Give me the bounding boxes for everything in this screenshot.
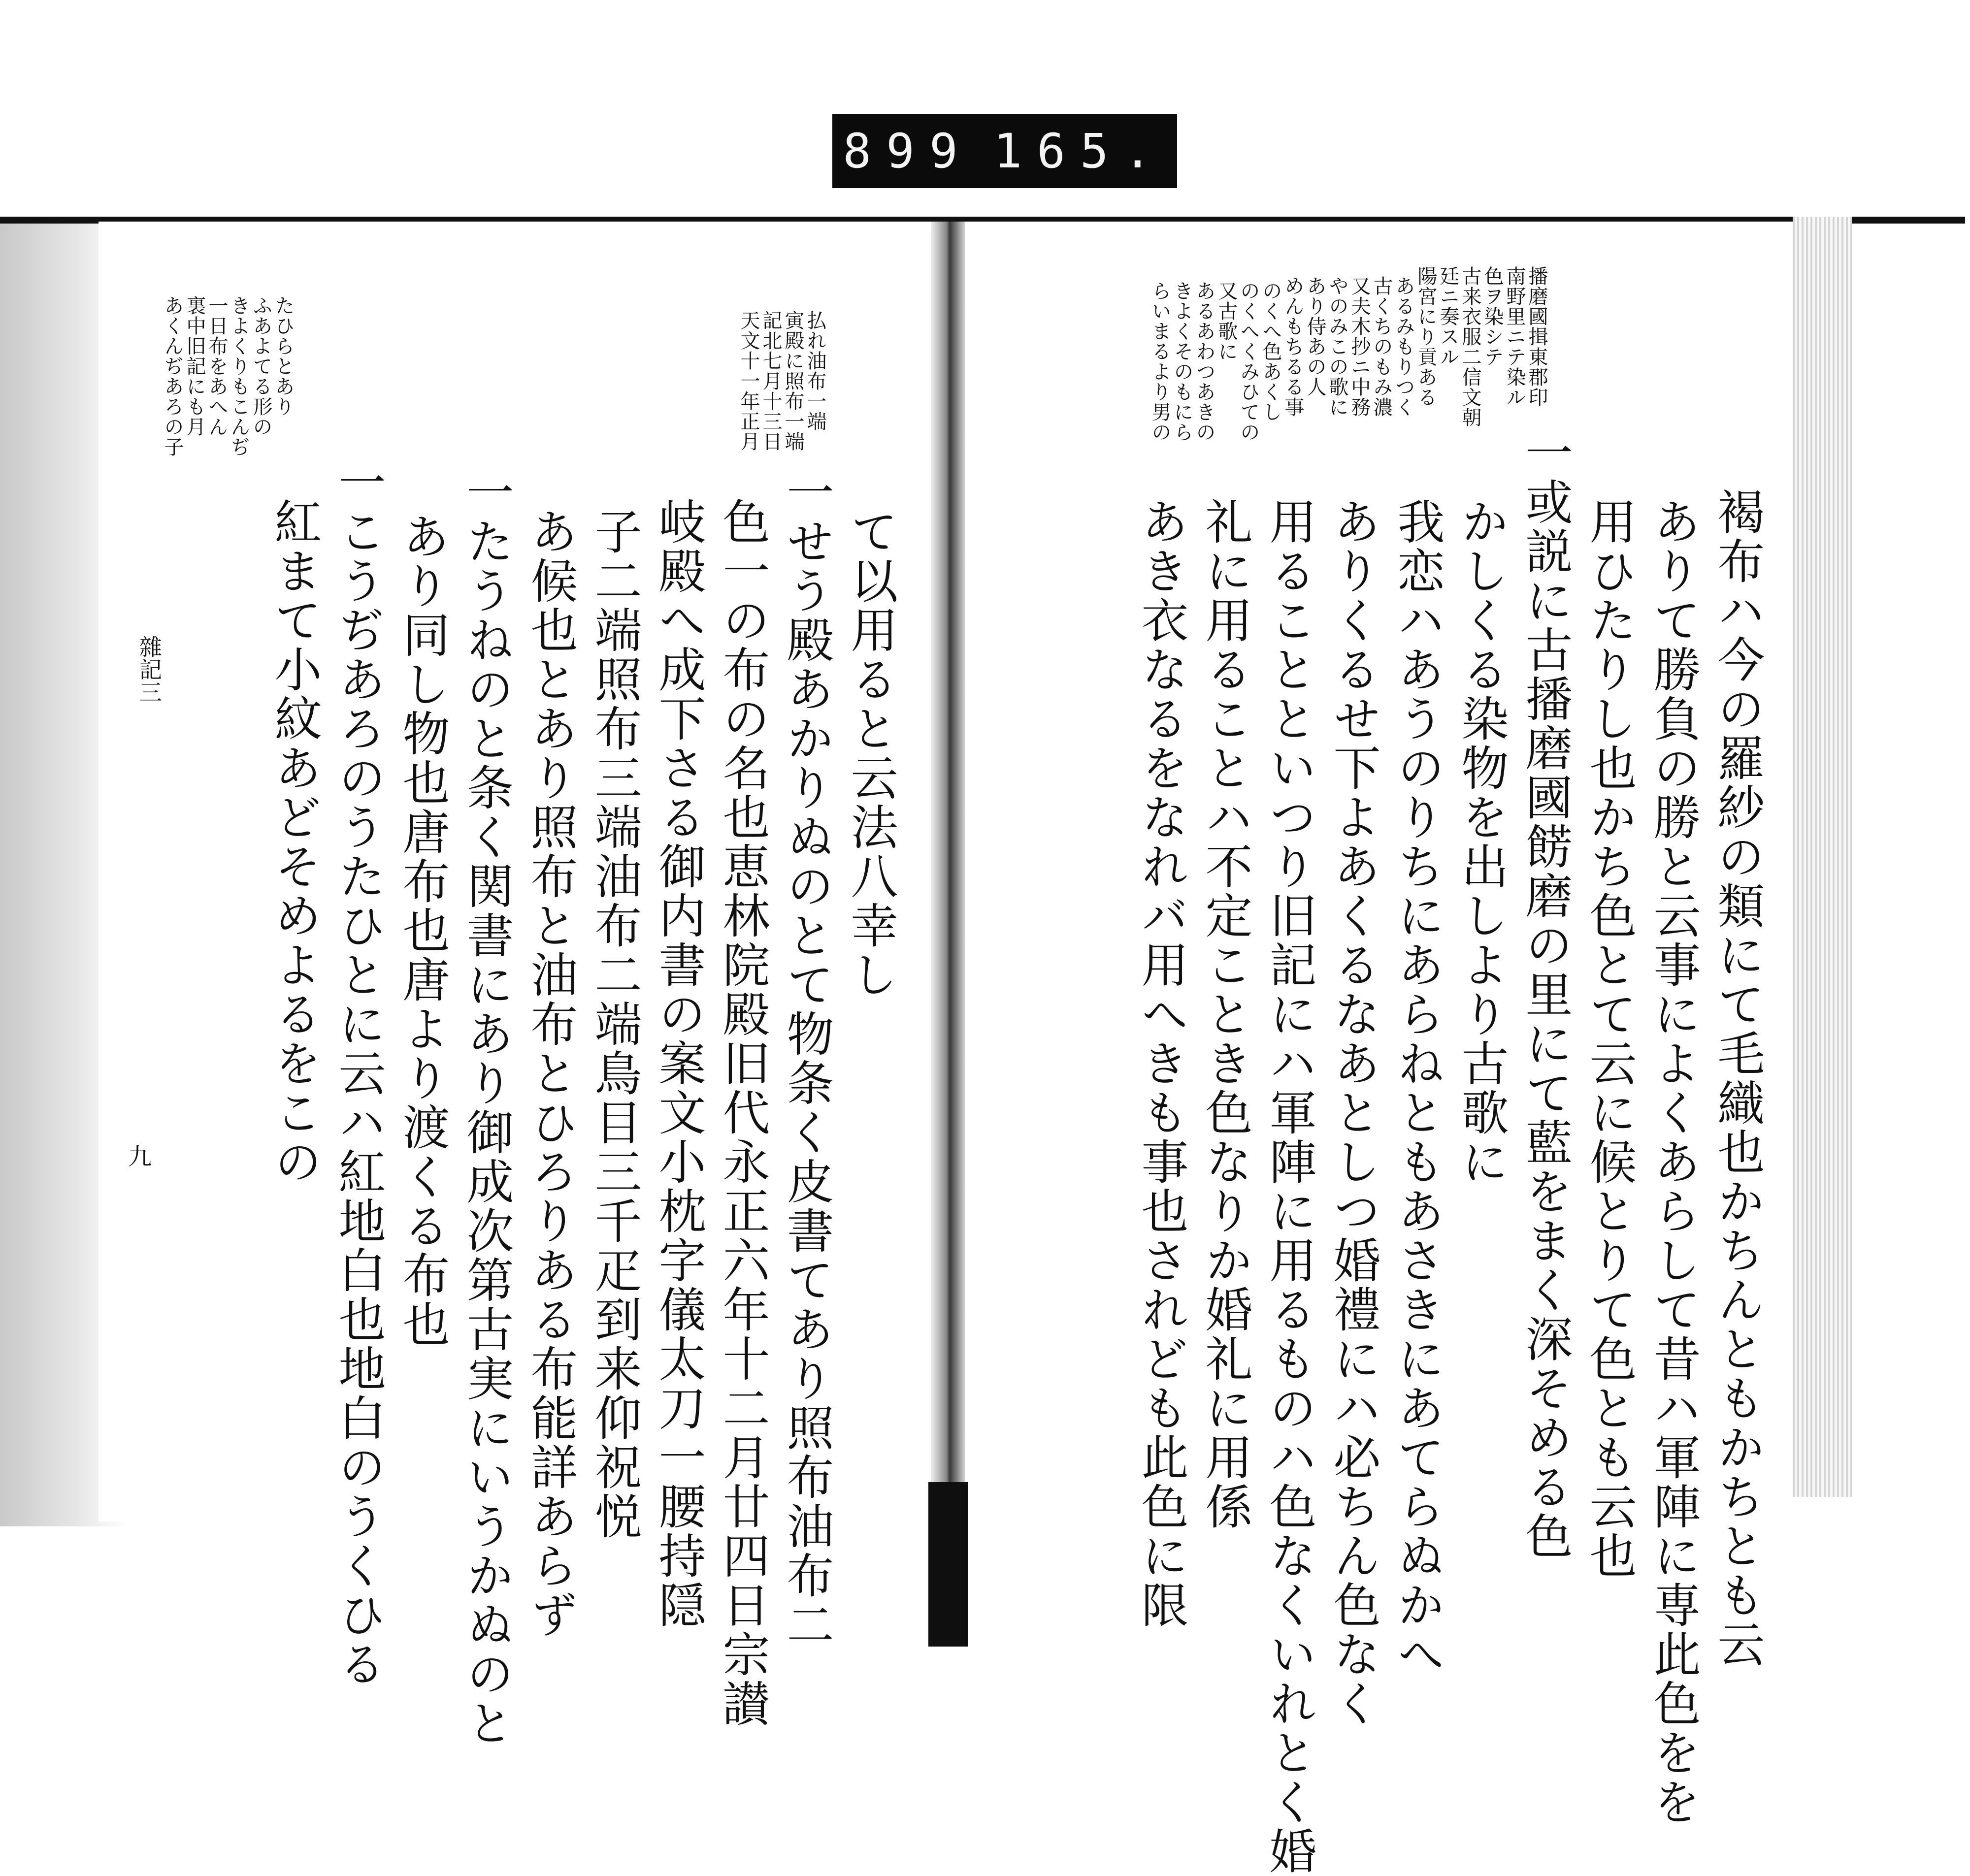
right-column-7: ありくるせ下よあくるなあとしつ婚禮にハ必ちん色なく	[1326, 497, 1381, 1728]
left-note-1-line-1: 天文十一年正月	[737, 310, 760, 452]
left-column-10: 紅まて小紋あどそめよるをこの	[267, 497, 322, 1187]
right-note-1-line-4: 古来衣服二信文朝	[1459, 266, 1481, 427]
right-column-5: かしくる染物を出しより古歌に	[1454, 497, 1509, 1187]
left-column-8: あり同し物也唐布也唐より渡くる布也	[395, 512, 450, 1349]
left-note-1-line-3: 寅殿に照布一端	[782, 310, 804, 452]
film-number-right: 165.	[993, 124, 1167, 179]
film-frame-label	[832, 114, 1177, 188]
right-page	[965, 222, 1812, 1876]
page-edges	[1793, 217, 1852, 1497]
left-note-1-line-2: 記北七月十三日	[759, 310, 782, 452]
right-column-1: 褐布ハ今の羅紗の類にて毛織也かちんともかちとも云	[1710, 487, 1765, 1669]
left-note-1-line-4: 払れ油布一端	[804, 310, 826, 431]
left-note-2-line-5: ふあよてる形の	[250, 295, 272, 437]
right-note-3-line-5: きよくそのもにら	[1171, 281, 1193, 442]
right-note-2-line-4: やのみこの歌に	[1326, 276, 1348, 417]
left-note-2-line-1: あくんぢあろの子	[161, 295, 184, 457]
right-column-6: 我恋ハあうのりちにあらねともあさきにあてらぬかへ	[1390, 497, 1445, 1679]
right-note-3-line-4: あるあわつあきの	[1193, 281, 1215, 442]
right-note-2-line-6: めんもちるる事	[1281, 276, 1304, 417]
left-column-7: 一たうねのと条く関書にあり御成次第古実にいうかぬのと	[459, 468, 514, 1748]
right-note-2-line-5: あり侍あの人	[1304, 276, 1326, 397]
right-note-3-line-1: のくへ色あくし	[1259, 281, 1282, 422]
left-column-1: て以用ると云法八幸し	[843, 507, 898, 1000]
left-column-3: 色一の布の名也恵林院殿旧代永正六年十二月廿四日宗讃	[715, 497, 770, 1728]
left-note-2-line-2: 裏中旧記にも月	[183, 295, 206, 437]
left-column-2: 一せう殿あかりぬのとて物条く皮書てあり照布油布二	[779, 468, 834, 1650]
right-column-10: あき衣なるをなれバ用へきも事也されども此色に限	[1134, 497, 1189, 1630]
right-note-2-line-3: 又夫木抄ニ中務	[1348, 276, 1371, 417]
left-note-2-line-6: たひらとあり	[272, 295, 295, 417]
left-note-2-line-4: きよくりもこんぢ	[228, 295, 250, 457]
book-gutter	[931, 222, 965, 1600]
right-note-2-line-1: あるみもりつく	[1392, 276, 1415, 417]
right-note-1-line-5: 廷ニ奏スル	[1437, 266, 1459, 367]
right-note-1-line-2: 南野里ニテ染ル	[1503, 266, 1526, 407]
right-note-3-line-6: らいまるより男の	[1149, 281, 1171, 442]
right-note-1-line-1: 播磨國揖東郡印	[1525, 266, 1548, 407]
left-note-2-line-3: 一日布をあへん	[205, 295, 228, 437]
film-number-left: 899	[843, 124, 973, 179]
right-note-1-line-6: 陽宮にり貢ある	[1414, 266, 1437, 407]
left-column-5: 子二端照布三端油布二端鳥目三千疋到来仰祝悦	[587, 507, 642, 1541]
right-note-1-line-3: 色ヲ染シテ	[1481, 266, 1504, 367]
left-page-header: 雜記三	[136, 635, 163, 703]
right-column-3: 用ひたりし也かち色とて云に候とりて色とも云也	[1582, 497, 1637, 1581]
right-note-3-line-3: 又古歌に	[1215, 281, 1238, 361]
right-note-3-line-2: のくへくみひての	[1237, 281, 1260, 442]
right-column-2: ありて勝負の勝と云事によくあらして昔ハ軍陣に専此色をを	[1646, 497, 1701, 1827]
right-column-9: 礼に用ることハ不定ことき色なりか婚礼に用係	[1198, 497, 1253, 1531]
right-column-4: 一或説に古播磨國餝磨の里にて藍をまく深そめる色	[1518, 428, 1573, 1561]
book-spine-shadow	[928, 1482, 968, 1647]
right-column-8: 用ることといつり旧記にハ軍陣に用るものハ色なくいれとく婚	[1262, 497, 1317, 1876]
left-column-6: あ候也とあり照布と油布とひろりある布能詳あらず	[523, 507, 578, 1640]
left-column-9: 一こうぢあろのうたひとに云ハ紅地白也地白のうくひる	[331, 458, 386, 1689]
left-page-number: 九	[128, 1143, 152, 1170]
left-column-4: 岐殿へ成下さる御内書の案文小枕字儀太刀一腰持隠	[651, 497, 706, 1630]
right-note-2-line-2: 古くちのもみ濃	[1370, 276, 1393, 417]
left-page	[98, 222, 946, 1748]
